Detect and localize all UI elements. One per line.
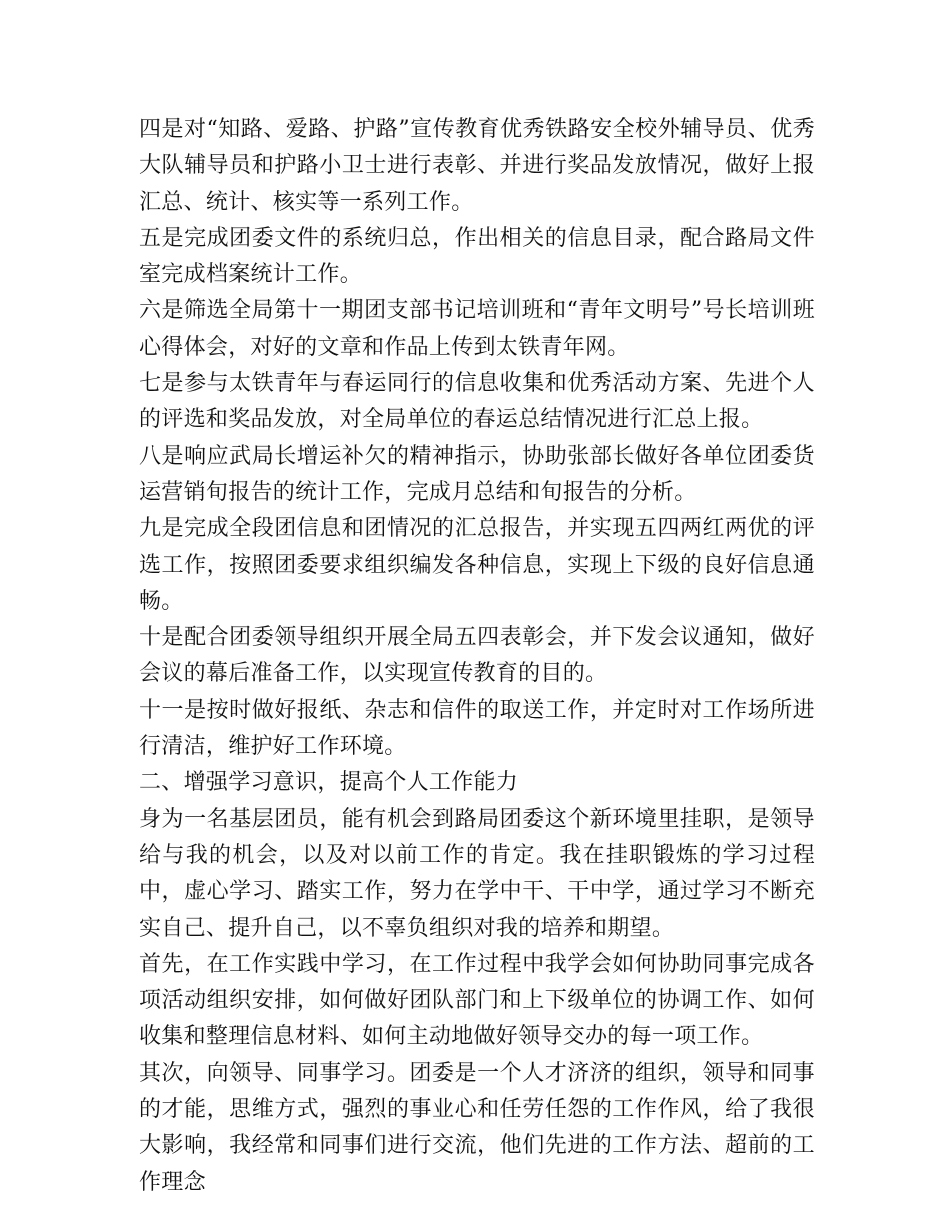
paragraph-award-work: 四是对“知路、爱路、护路”宣传教育优秀铁路安全校外辅导员、优秀大队辅导员和护路小卫士进行表彰、并进行奖品发放情况，做好上报汇总、统计、核实等一系列工作。 bbox=[139, 117, 815, 215]
paragraph-freight-reports: 八是响应武局长增运补欠的精神指示，协助张部长做好各单位团委货运营销旬报告的统计工作，完成月总结和旬报告的分析。 bbox=[139, 443, 815, 505]
paragraph-learning-colleagues: 其次，向领导、同事学习。团委是一个人才济济的组织，领导和同事的才能，思维方式，强烈的事业心和任劳任怨的工作作风，给了我很大影响，我经常和同事们进行交流，他们先进的工作方法、超前的工作理念 bbox=[139, 1060, 815, 1195]
paragraph-league-summary: 九是完成全段团信息和团情况的汇总报告，并实现五四两红两优的评选工作，按照团委要求组织编发各种信息，实现上下级的良好信息通畅。 bbox=[139, 516, 815, 614]
paragraph-file-archiving: 五是完成团委文件的系统归总，作出相关的信息目录，配合路局文件室完成档案统计工作。 bbox=[139, 225, 815, 288]
paragraph-learning-practice: 首先，在工作实践中学习，在工作过程中我学会如何协助同事完成各项活动组织安排，如何做好团队部门和上下级单位的协调工作、如何收集和整理信息材料、如何主动地做好领导交办的每一项工作。 bbox=[139, 951, 815, 1050]
paragraph-training-reviews: 六是筛选全局第十一期团支部书记培训班和“青年文明号”号长培训班心得体会，对好的文章和作品上传到太铁青年网。 bbox=[139, 298, 815, 360]
paragraph-mail-and-cleaning: 十一是按时做好报纸、杂志和信件的取送工作，并定时对工作场所进行清洁，维护好工作环境。 bbox=[139, 697, 815, 760]
section-heading-learning: 二、增强学习意识，提高个人工作能力 bbox=[139, 770, 519, 796]
paragraph-learning-intro: 身为一名基层团员，能有机会到路局团委这个新环境里挂职，是领导给与我的机会，以及对以前工作的肯定。我在挂职锻炼的学习过程中，虚心学习、踏实工作，努力在学中干、干中学，通过学习不断充实自己、提升自己，以不辜负组织对我的培养和期望。 bbox=[139, 806, 815, 941]
paragraph-spring-transport: 七是参与太铁青年与春运同行的信息收集和优秀活动方案、先进个人的评选和奖品发放，对全局单位的春运总结情况进行汇总上报。 bbox=[139, 371, 815, 433]
document-body bbox=[139, 112, 815, 1201]
paragraph-may-fourth-meeting: 十是配合团委领导组织开展全局五四表彰会，并下发会议通知，做好会议的幕后准备工作，以实现宣传教育的目的。 bbox=[139, 625, 815, 687]
